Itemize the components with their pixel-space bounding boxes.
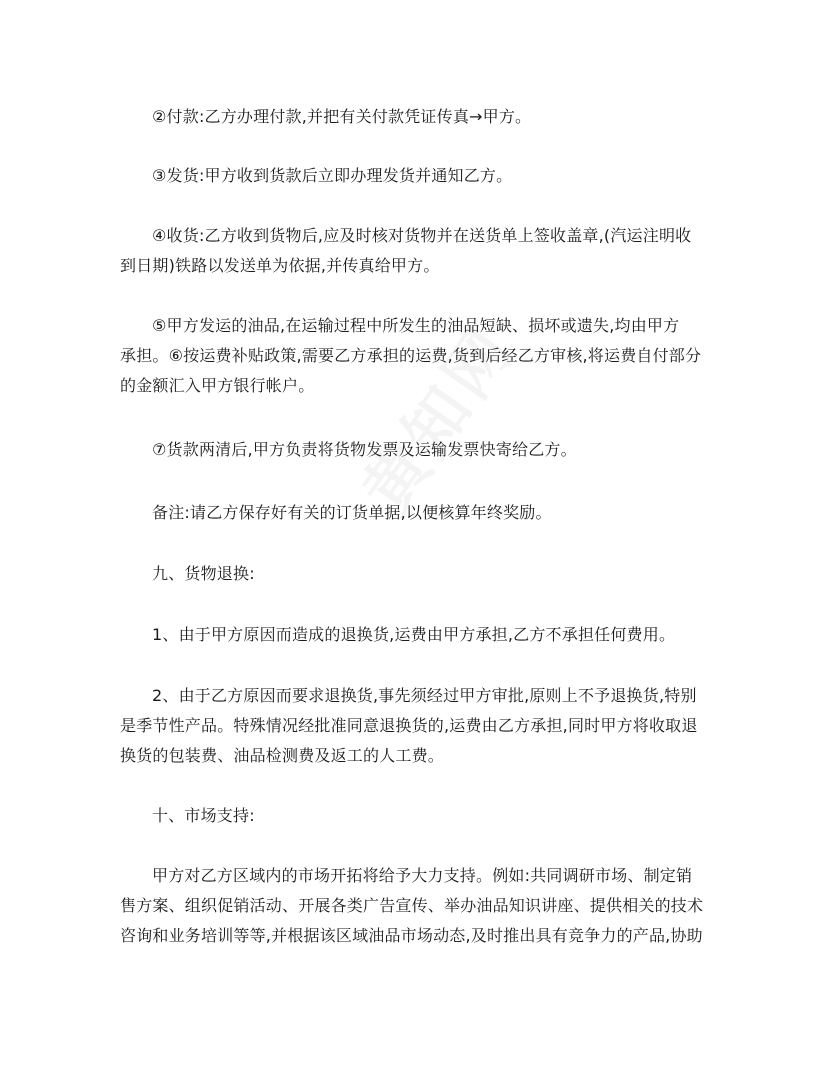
paragraph-remark xyxy=(120,498,720,528)
paragraph-return-2 xyxy=(120,681,720,771)
text-line: 是季节性产品。特殊情况经批准同意退换货的,运费由乙方承担,同时甲方将收取退 xyxy=(120,716,698,735)
heading-text: 十、市场支持: xyxy=(152,806,255,825)
text-line: 备注:请乙方保存好有关的订货单据,以便核算年终奖励。 xyxy=(152,503,552,522)
text-line: 的金额汇入甲方银行帐户。 xyxy=(120,376,315,395)
text-line: ②付款:乙方办理付款,并把有关付款凭证传真→甲方。 xyxy=(152,107,532,126)
text-line: 承担。⑥按运费补贴政策,需要乙方承担的运费,货到后经乙方审核,将运费自付部分 xyxy=(120,346,702,365)
text-line: 到日期)铁路以发送单为依据,并传真给甲方。 xyxy=(120,256,440,275)
paragraph-transport-loss xyxy=(120,311,720,401)
text-line: ⑤甲方发运的油品,在运输过程中所发生的油品短缺、损坏或遗失,均由甲方 xyxy=(152,316,680,335)
section-heading-market-support xyxy=(120,801,720,831)
paragraph-shipping xyxy=(120,161,720,191)
section-heading-goods-return xyxy=(120,559,720,589)
paragraph-payment xyxy=(120,102,720,132)
text-line: 2、由于乙方原因而要求退换货,事先须经过甲方审批,原则上不予退换货,特别 xyxy=(152,686,697,705)
text-line: ⑦货款两清后,甲方负责将货物发票及运输发票快寄给乙方。 xyxy=(152,440,577,459)
text-line: 咨询和业务培训等等,并根据该区域油品市场动态,及时推出具有竞争力的产品,协助 xyxy=(120,926,703,945)
text-line: 换货的包装费、油品检测费及返工的人工费。 xyxy=(120,746,445,765)
paragraph-market-support xyxy=(120,861,720,951)
paragraph-return-1 xyxy=(120,620,720,650)
text-line: ④收货:乙方收到货物后,应及时核对货物并在送货单上签收盖章,(汽运注明收 xyxy=(152,226,692,245)
text-line: ③发货:甲方收到货款后立即办理发货并通知乙方。 xyxy=(152,166,513,185)
heading-text: 九、货物退换: xyxy=(152,564,255,583)
paragraph-receiving xyxy=(120,221,720,281)
text-line: 1、由于甲方原因而造成的退换货,运费由甲方承担,乙方不承担任何费用。 xyxy=(152,625,676,644)
text-line: 售方案、组织促销活动、开展各类广告宣传、举办油品知识讲座、提供相关的技术 xyxy=(120,896,704,915)
text-line: 甲方对乙方区域内的市场开拓将给予大力支持。例如:共同调研市场、制定销 xyxy=(152,866,693,885)
paragraph-invoice xyxy=(120,435,720,465)
